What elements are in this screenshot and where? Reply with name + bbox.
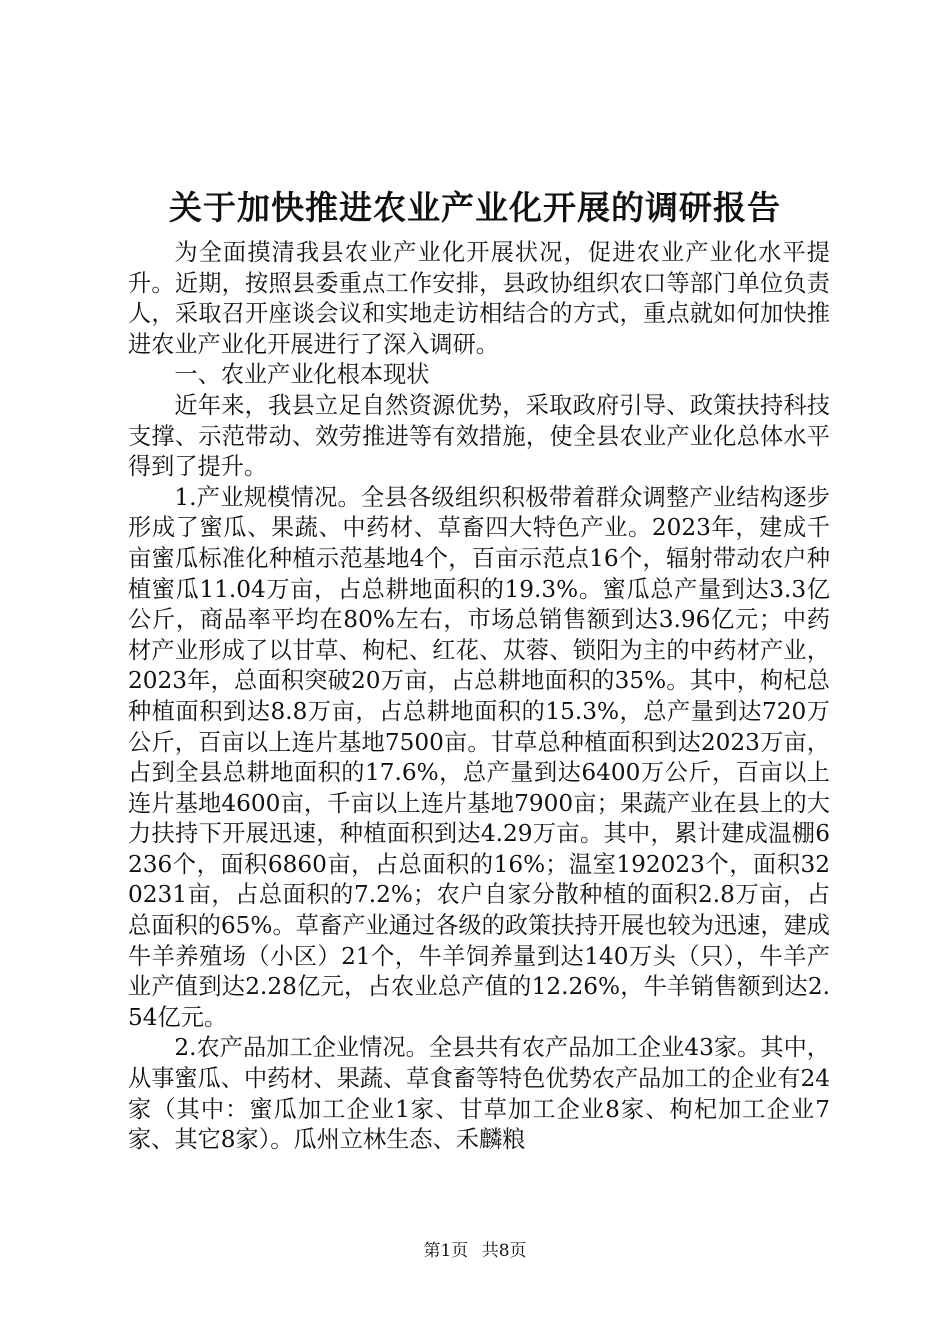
page-footer [0, 1239, 950, 1263]
page-total: 共8页 [481, 1241, 527, 1261]
document-title: 关于加快推进农业产业化开展的调研报告 [169, 188, 781, 227]
paragraph-processing-enterprises: 2.农产品加工企业情况。全县共有农产品加工企业43家。其中，从事蜜瓜、中药材、果蔬、草食畜等特色优势农产品加工的企业有24家（其中：蜜瓜加工企业1家、甘草加工企业8家、枸杞加工企业7家、其它8家）。瓜州立林生态、禾麟粮 [128, 1034, 830, 1154]
paragraph-overview: 近年来，我县立足自然资源优势，采取政府引导、政策扶持科技支撑、示范带动、效劳推进等有效措施，使全县农业产业化总体水平得到了提升。 [128, 391, 830, 481]
document-body [128, 238, 830, 1156]
section-heading: 一、农业产业化根本现状 [174, 361, 430, 389]
paragraph-intro: 为全面摸清我县农业产业化开展状况，促进农业产业化水平提升。近期，按照县委重点工作安排，县政协组织农口等部门单位负责人，采取召开座谈会议和实地走访相结合的方式，重点就如何加快推进农业产业化开展进行了深入调研。 [128, 239, 830, 358]
paragraph-industry-scale: 1.产业规模情况。全县各级组织积极带着群众调整产业结构逐步形成了蜜瓜、果蔬、中药材、草畜四大特色产业。2023年，建成千亩蜜瓜标准化种植示范基地4个，百亩示范点16个，辐射带动农户种植蜜瓜11.04万亩，占总耕地面积的19.3%。蜜瓜总产量到达3.3亿公斤，商品率平均在80%左右，市场总销售额到达3.96亿元；中药材产业形成了以甘草、枸杞、红花、苁蓉、锁阳为主的中药材产业，2023年，总面积突破20万亩，占总耕地面积的35%。其中，枸杞总种植面积到达8.8万亩，占总耕地面积的15.3%，总产量到达720万公斤，百亩以上连片基地7500亩。甘草总种植面积到达2023万亩，占到全县总耕地面积的17.6%，总产量到达6400万公斤，百亩以上连片基地4600亩，千亩以上连片基地7900亩；果蔬产业在县上的大力扶持下开展迅速，种植面积到达4.29万亩。其中，累计建成温棚6236个，面积6860亩，占总面积的16%；温室192023个，面积320231亩，占总面积的7.2%；农户自家分散种植的面积2.8万亩，占总面积的65%。草畜产业通过各级的政策扶持开展也较为迅速，建成牛羊养殖场（小区）21个，牛羊饲养量到达140万头（只），牛羊产业产值到达2.28亿元，占农业总产值的12.26%，牛羊销售额到达2.54亿元。 [128, 483, 830, 1031]
page-number: 第1页 [423, 1241, 469, 1261]
